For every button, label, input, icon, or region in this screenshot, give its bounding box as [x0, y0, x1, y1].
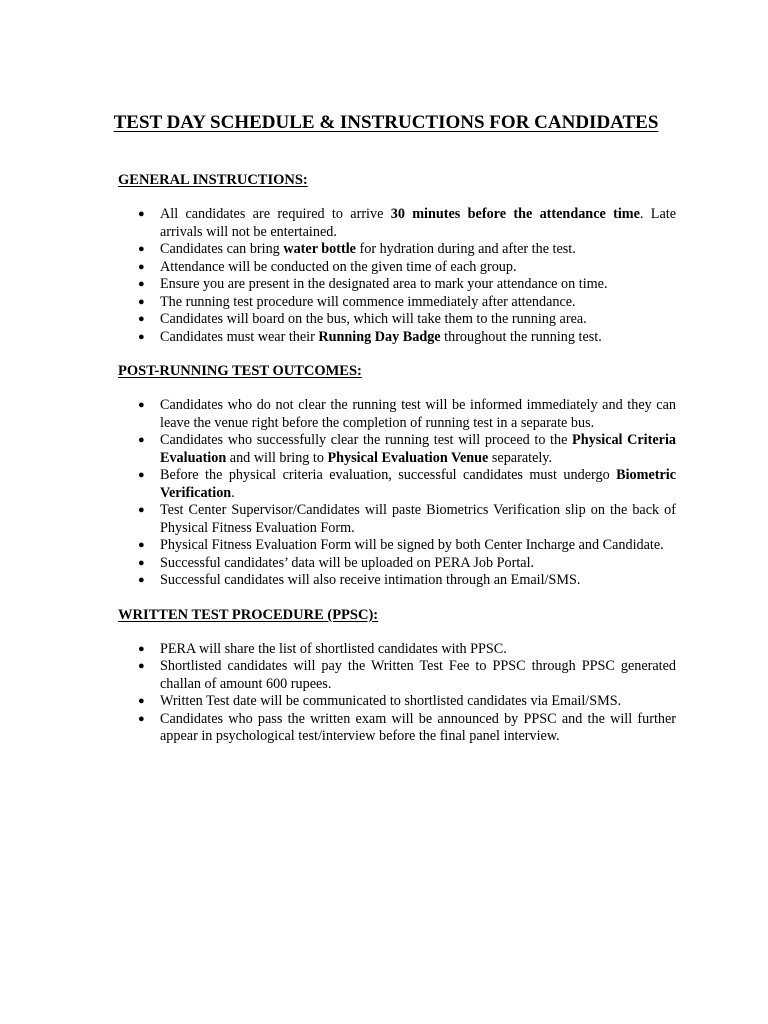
bullet-icon: ● — [138, 695, 145, 707]
bullet-icon: ● — [138, 278, 145, 290]
list-item — [138, 710, 676, 746]
emphasized-text: water bottle — [283, 241, 356, 257]
bullet-icon: ● — [138, 399, 145, 411]
section-heading: GENERAL INSTRUCTIONS: — [118, 172, 308, 188]
item-text: separately. — [488, 449, 553, 466]
section-post-running-test-outcomes — [118, 362, 676, 590]
list-item — [138, 328, 676, 347]
item-text: throughout the running test. — [440, 328, 602, 345]
item-text: Before the physical criteria evaluation, successful candidates must undergo — [160, 467, 617, 483]
list-item — [138, 258, 676, 277]
list-item — [138, 293, 676, 312]
item-text: Candidates who successfully clear the running test will proceed to the — [160, 432, 573, 448]
bullet-icon: ● — [138, 295, 145, 308]
item-text: Attendance will be conducted on the given time of each group. — [160, 258, 517, 275]
bullet-icon: ● — [138, 642, 145, 655]
bullet-icon: ● — [138, 330, 145, 343]
item-text: Candidates can bring — [160, 241, 284, 257]
list-item — [138, 311, 676, 329]
item-text: Successful candidates will also receive intimation through an Email/SMS. — [160, 572, 581, 588]
list-item — [138, 467, 676, 502]
item-text: PERA will share the list of shortlisted candidates with PPSC. — [160, 640, 507, 657]
bullet-icon: ● — [138, 208, 145, 220]
bullet-icon: ● — [138, 556, 145, 569]
item-text: Candidates who do not clear the running test will be informed immediately and they can leave the venue right before the completion of running test in a separate bus. — [160, 397, 676, 431]
section-heading: WRITTEN TEST PROCEDURE (PPSC): — [118, 606, 379, 623]
bullet-icon: ● — [138, 313, 145, 325]
document-title-text: TEST DAY SCHEDULE & INSTRUCTIONS FOR CANDIDATES — [113, 112, 659, 133]
item-text: Shortlisted candidates will pay the Written Test Fee to PPSC through PPSC generated challan of amount 600 rupees. — [160, 658, 676, 692]
item-text: Test Center Supervisor/Candidates will paste Biometrics Verification slip on the back of Physical Fitness Evaluation Form. — [160, 502, 676, 536]
bullet-icon: ● — [138, 469, 145, 481]
emphasized-text: Physical Criteria Evaluation — [160, 432, 676, 466]
bullet-icon: ● — [138, 434, 145, 446]
item-text: Successful candidates’ data will be uploaded on PERA Job Portal. — [160, 554, 535, 571]
bullet-icon: ● — [138, 660, 145, 672]
emphasized-text: 30 minutes before the attendance time — [390, 206, 640, 222]
item-text: . Late arrivals will not be entertained. — [160, 206, 676, 240]
list-item — [138, 206, 676, 241]
emphasized-text: Running Day Badge — [318, 328, 441, 345]
emphasized-text: Physical Evaluation Venue — [327, 449, 489, 466]
bullet-icon: ● — [138, 539, 145, 551]
bullet-list — [118, 641, 676, 746]
item-text: Candidates will board on the bus, which will take them to the running area. — [160, 311, 587, 327]
item-text: Physical Fitness Evaluation Form will be signed by both Center Incharge and Candidate. — [160, 537, 664, 553]
item-text: The running test procedure will commence immediately after attendance. — [160, 293, 576, 310]
item-text: for hydration during and after the test. — [355, 241, 576, 257]
bullet-list — [118, 206, 676, 346]
section-written-test-procedure — [118, 606, 676, 746]
section-heading: POST-RUNNING TEST OUTCOMES: — [118, 363, 362, 379]
item-text: Candidates who pass the written exam will be announced by PPSC and the will further appear in psychological test/interview before the final panel interview. — [160, 710, 676, 744]
list-item — [138, 432, 676, 467]
list-item — [138, 572, 676, 590]
bullet-icon: ● — [138, 574, 145, 586]
item-text: and will bring to — [226, 449, 328, 466]
bullet-icon: ● — [138, 243, 145, 255]
list-item — [138, 693, 676, 711]
list-item — [138, 502, 676, 537]
list-item — [138, 276, 676, 294]
document-title — [0, 112, 768, 134]
document-body — [118, 171, 676, 746]
bullet-icon: ● — [138, 504, 145, 516]
bullet-icon: ● — [138, 712, 145, 725]
bullet-list — [118, 397, 676, 590]
list-item — [138, 537, 676, 555]
item-text: Written Test date will be communicated to shortlisted candidates via Email/SMS. — [160, 693, 622, 709]
list-item — [138, 397, 676, 432]
item-text: All candidates are required to arrive — [160, 206, 391, 222]
bullet-icon: ● — [138, 260, 145, 273]
item-text: Ensure you are present in the designated area to mark your attendance on time. — [160, 276, 608, 292]
list-item — [138, 554, 676, 573]
item-text: . — [231, 484, 235, 501]
item-text: Candidates must wear their — [160, 328, 319, 345]
emphasized-text: Biometric Verification — [160, 467, 676, 501]
section-general-instructions — [118, 171, 676, 346]
list-item — [138, 658, 676, 693]
list-item — [138, 640, 676, 659]
list-item — [138, 241, 676, 259]
